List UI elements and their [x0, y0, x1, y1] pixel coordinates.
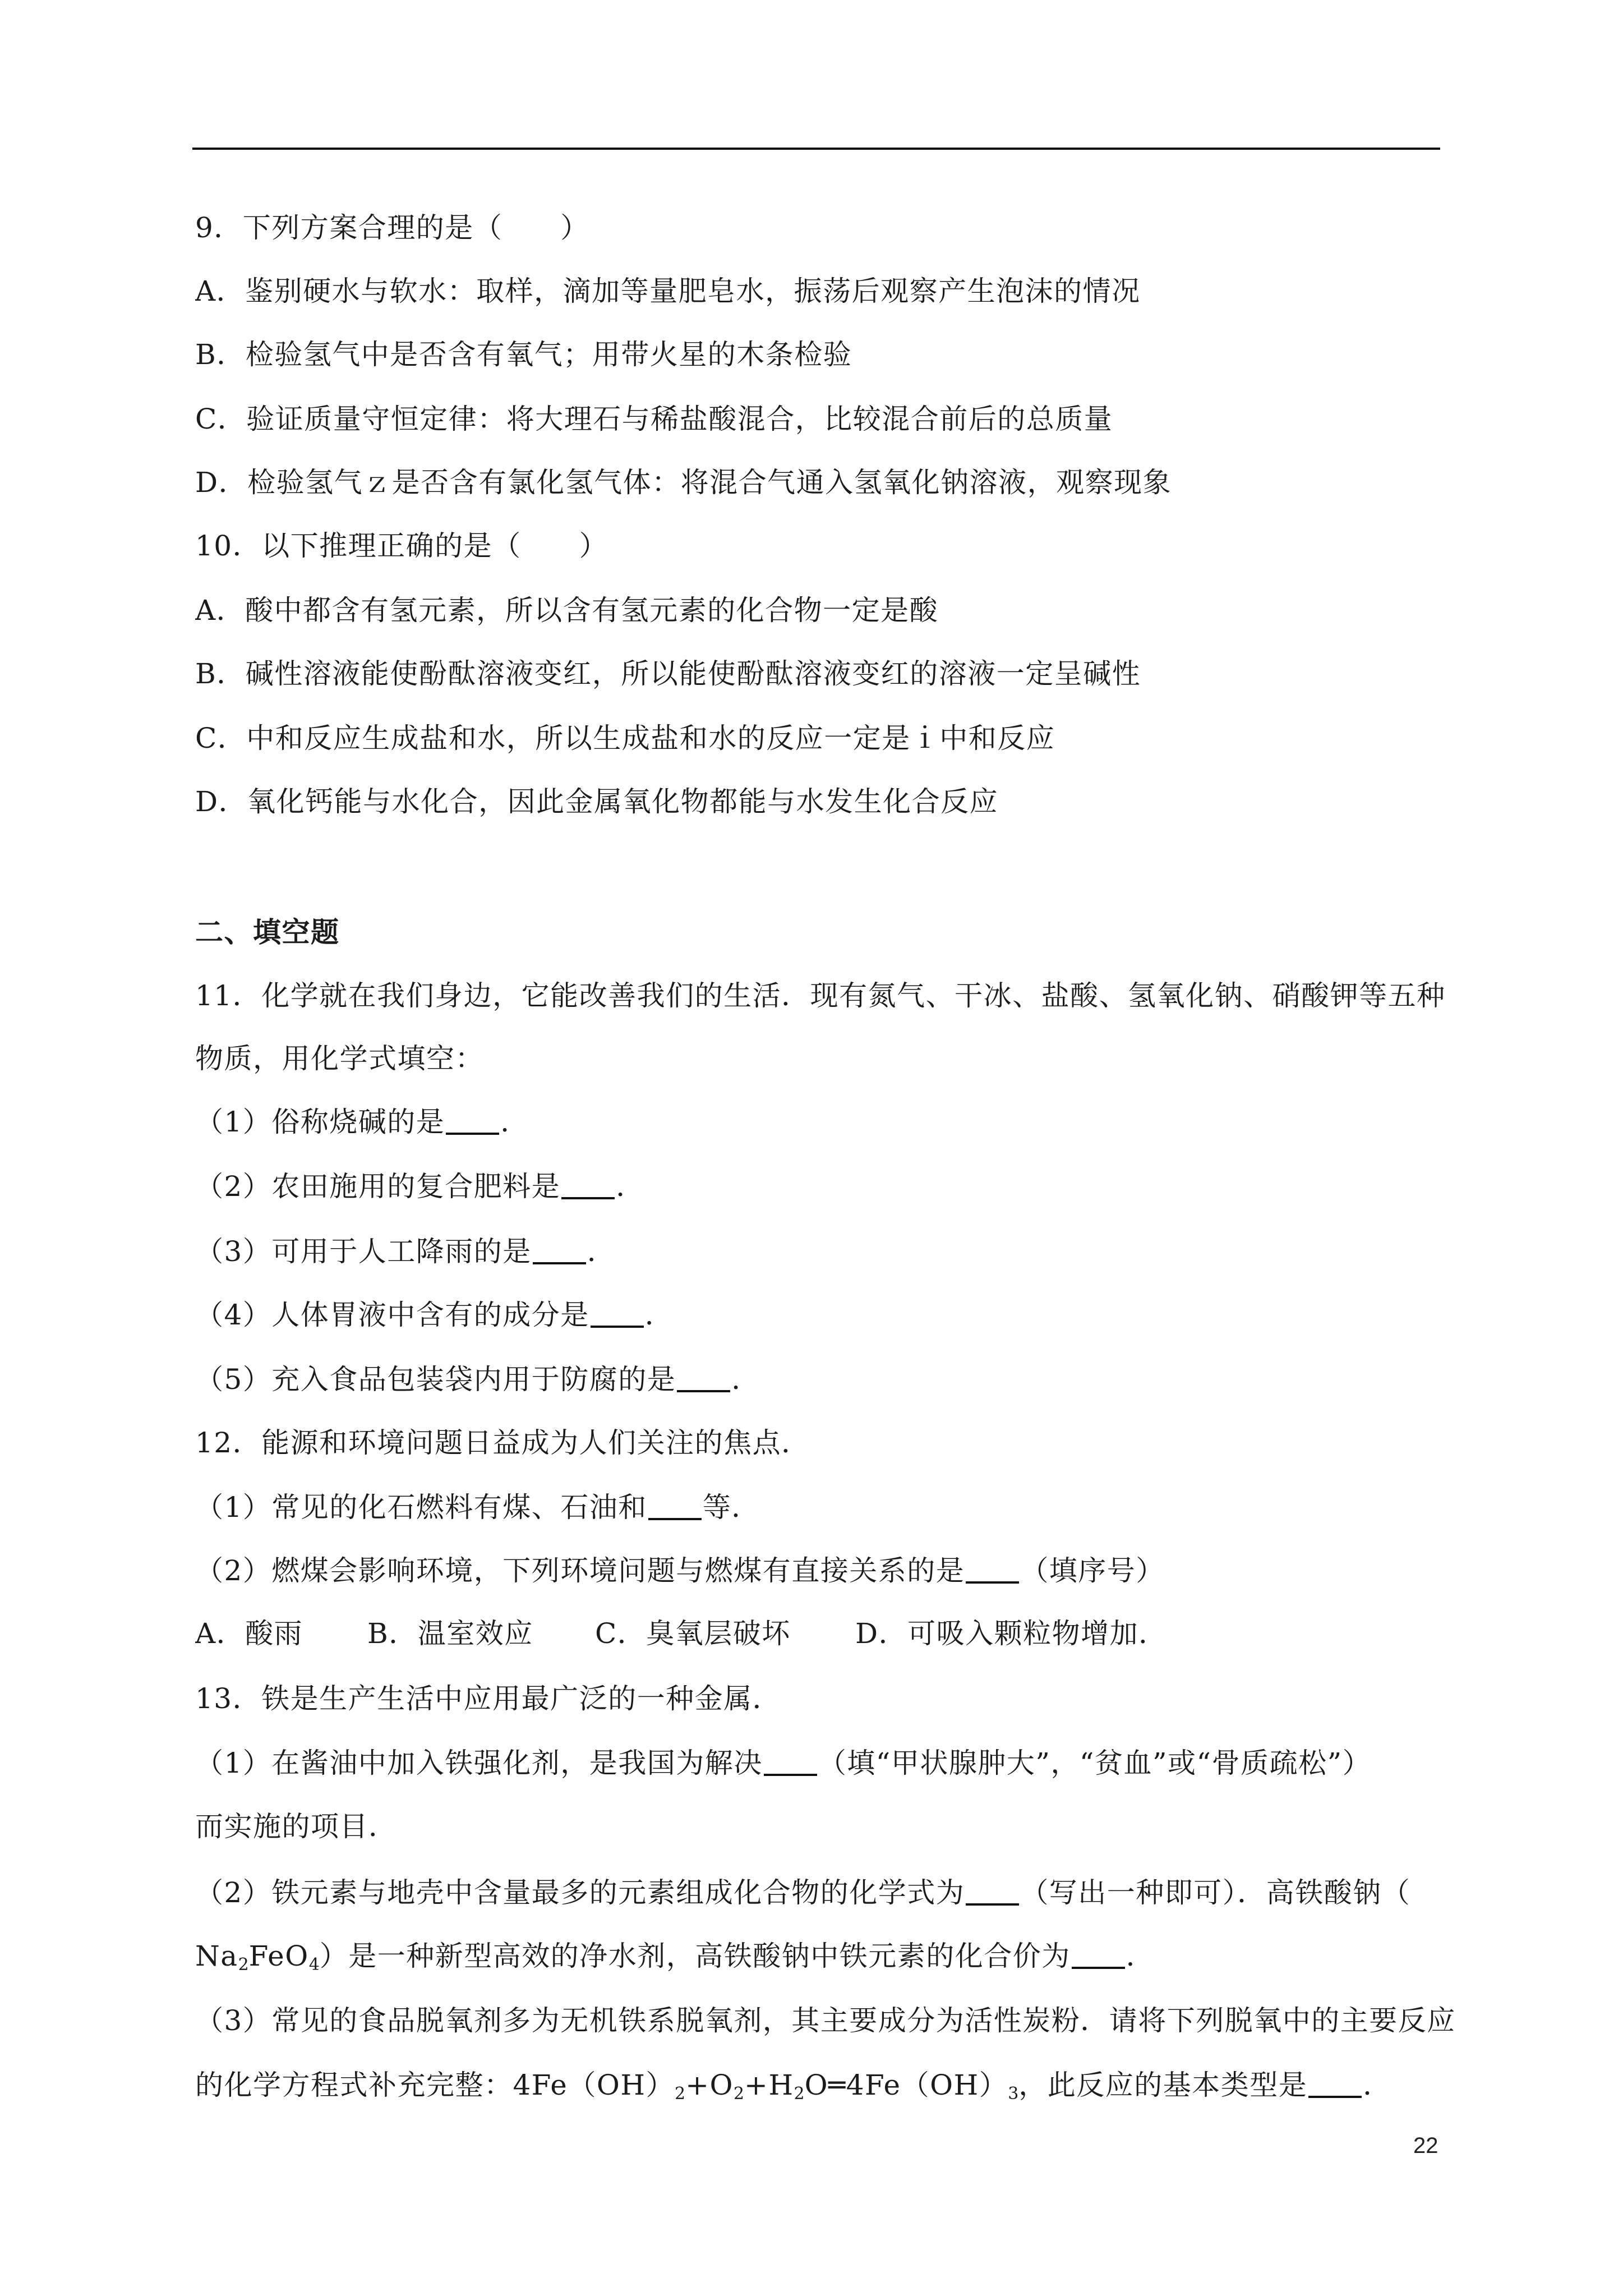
question-10-option-c: C．中和反应生成盐和水，所以生成盐和水的反应一定是ｉ中和反应: [195, 722, 1055, 754]
question-9-option-a: A．鉴别硬水与软水：取样，滴加等量肥皂水，振荡后观察产生泡沫的情况: [195, 275, 1141, 307]
question-9-option-b: B．检验氢气中是否含有氧气；用带火星的木条检验: [195, 338, 852, 371]
item-end: ．: [1363, 2069, 1392, 2101]
answer-blank: [533, 1240, 586, 1264]
equation-subscript: 3: [1008, 2084, 1019, 2102]
answer-blank: [446, 1110, 499, 1135]
question-11-item-5: [195, 1363, 760, 1396]
page-number: 22: [1413, 2133, 1438, 2158]
equation-subscript: 2: [733, 2084, 745, 2102]
answer-blank: [591, 1303, 644, 1328]
item-end: ．: [616, 1170, 645, 1203]
question-11-item-3: [195, 1235, 616, 1268]
formula-part: FeO: [248, 1940, 309, 1972]
formula-subscript: 2: [238, 1955, 249, 1973]
answer-blank: [648, 1496, 702, 1520]
item-text: （1）在酱油中加入铁强化剂，是我国为解决: [195, 1747, 763, 1779]
formula-part: Na: [195, 1940, 238, 1972]
question-12-option-d: D．可吸入颗粒物增加．: [855, 1617, 1168, 1650]
question-11-item-2: [195, 1170, 645, 1203]
question-13-item-1-cont: 而实施的项目．: [195, 1810, 398, 1843]
item-text: （1）常见的化石燃料有煤、石油和: [195, 1491, 647, 1524]
equation-subscript: 2: [674, 2084, 686, 2102]
item-text: （5）充入食品包装袋内用于防腐的是: [195, 1363, 676, 1396]
answer-blank: [677, 1368, 730, 1392]
question-12-item-2: [195, 1554, 1165, 1588]
question-9-stem: 9．下列方案合理的是（ ）: [195, 211, 589, 244]
question-12-option-a: A．酸雨: [195, 1617, 303, 1650]
answer-blank: [966, 1881, 1019, 1906]
question-11-item-4: [195, 1298, 674, 1332]
item-text: （4）人体胃液中含有的成分是: [195, 1299, 589, 1331]
item-text: ，此反应的基本类型是: [1018, 2069, 1308, 2101]
item-end: ．: [1126, 1940, 1155, 1972]
answer-blank: [1308, 2073, 1362, 2098]
formula-subscript: 4: [308, 1955, 320, 1973]
equation-subscript: 2: [794, 2084, 805, 2102]
question-12-item-1: [195, 1490, 760, 1524]
answer-blank: [1072, 1944, 1125, 1969]
question-9-option-d: D．检验氢气ｚ是否含有氯化氢气体：将混合气通入氢氧化钠溶液，观察现象: [195, 466, 1172, 499]
item-end: ．: [500, 1106, 529, 1138]
item-hint: （填“甲状腺肿大”，“贫血”或“骨质疏松”）: [818, 1747, 1372, 1779]
question-10-option-d: D．氧化钙能与水化合，因此金属氧化物都能与水发生化合反应: [195, 785, 999, 818]
item-end: ．: [587, 1235, 616, 1268]
question-12-option-b: B．温室效应: [367, 1617, 533, 1650]
question-12-stem: 12．能源和环境问题日益成为人们关注的焦点．: [195, 1427, 810, 1459]
question-13-item-1: [195, 1746, 1371, 1780]
question-13-item-2: [195, 1876, 1410, 1910]
item-text: （2）铁元素与地壳中含量最多的元素组成化合物的化学式为: [195, 1876, 965, 1909]
question-11-stem-line1: 11．化学就在我们身边，它能改善我们的生活．现有氮气、干冰、盐酸、氢氧化钠、硝酸钾等五种: [195, 979, 1446, 1012]
question-9-option-c: C．验证质量守恒定律：将大理石与稀盐酸混合，比较混合前后的总质量: [195, 403, 1113, 435]
question-11-stem-line2: 物质，用化学式填空：: [195, 1042, 484, 1075]
item-end: ．: [731, 1363, 760, 1396]
equation-part: +H: [744, 2069, 794, 2101]
item-text: ）是一种新型高效的净水剂，高铁酸钠中铁元素的化合价为: [319, 1940, 1071, 1972]
answer-blank: [966, 1559, 1019, 1584]
equation-part: +O: [685, 2069, 734, 2101]
item-text: 的化学方程式补充完整：: [195, 2069, 513, 2101]
equation-part: 4Fe（OH）: [513, 2069, 675, 2101]
question-13-item-3: （3）常见的食品脱氧剂多为无机铁系脱氧剂，其主要成分为活性炭粉．请将下列脱氧中的主要反应: [195, 2004, 1456, 2037]
item-end: （填序号）: [1020, 1554, 1165, 1587]
question-13-stem: 13．铁是生产生活中应用最广泛的一种金属．: [195, 1682, 782, 1715]
item-end: 等．: [702, 1491, 760, 1524]
item-text: （2）农田施用的复合肥料是: [195, 1170, 561, 1203]
question-12-options: [195, 1617, 1457, 1650]
answer-blank: [764, 1751, 817, 1776]
header-rule: [192, 148, 1440, 150]
section-heading: 二、填空题: [195, 916, 340, 949]
item-text: （1）俗称烧碱的是: [195, 1106, 445, 1138]
item-hint: （写出一种即可）．高铁酸钠（: [1020, 1876, 1411, 1909]
item-end: ．: [644, 1299, 674, 1331]
question-12-option-c: C．臭氧层破坏: [595, 1617, 791, 1650]
answer-blank: [561, 1175, 615, 1199]
question-10-option-b: B．碱性溶液能使酚酞溶液变红，所以能使酚酞溶液变红的溶液一定呈碱性: [195, 657, 1141, 690]
equation-part: O═4Fe（OH）: [804, 2069, 1008, 2101]
item-text: （2）燃煤会影响环境，下列环境问题与燃煤有直接关系的是: [195, 1554, 965, 1587]
item-text: （3）可用于人工降雨的是: [195, 1235, 532, 1268]
question-13-item-3-cont: [195, 2068, 1392, 2102]
question-11-item-1: [195, 1105, 529, 1139]
question-13-item-2-cont: [195, 1939, 1155, 1973]
question-10-stem: 10．以下推理正确的是（ ）: [195, 530, 608, 562]
question-10-option-a: A．酸中都含有氢元素，所以含有氢元素的化合物一定是酸: [195, 594, 939, 627]
